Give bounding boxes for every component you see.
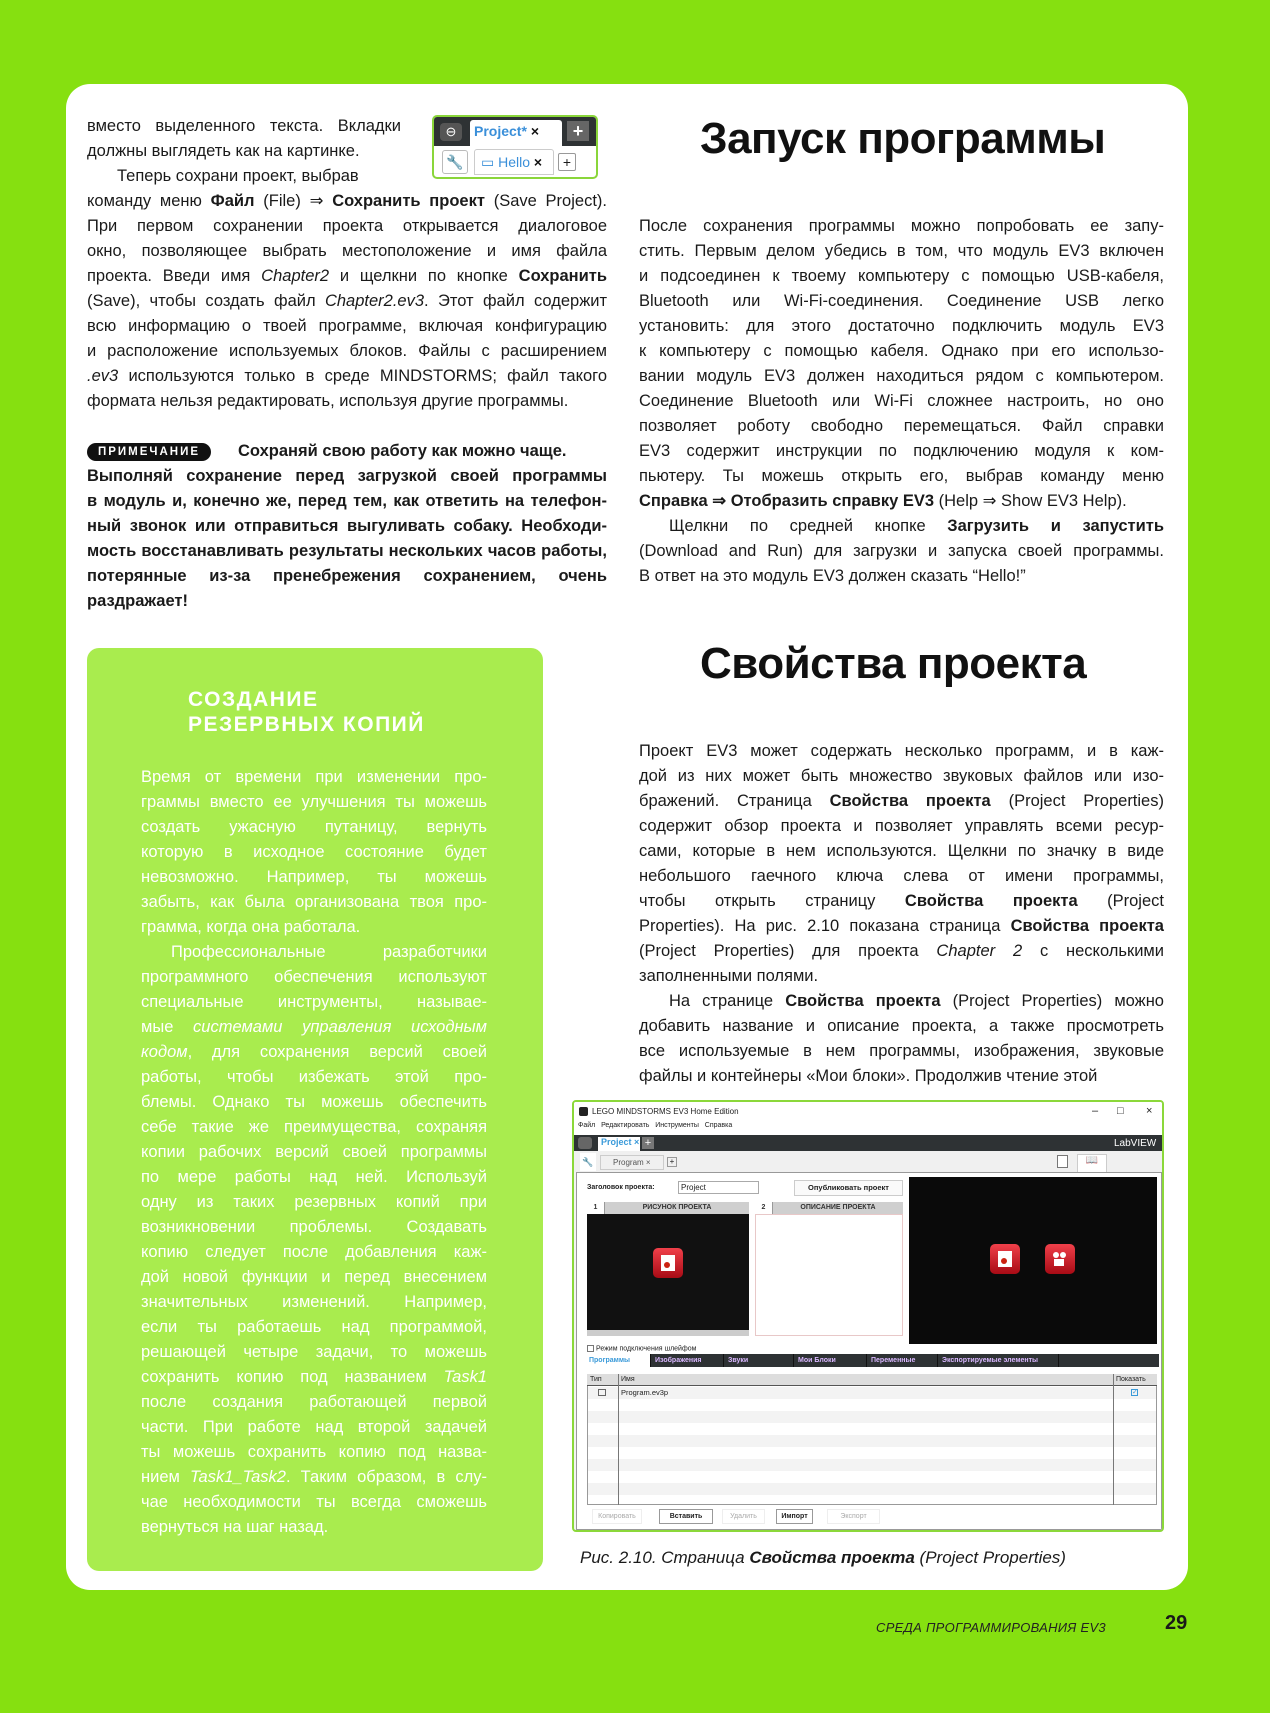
text-segment: вании модуль EV3 должен находиться рядом с компьютером. [639,367,1164,385]
sidebar-heading: СОЗДАНИЕ [188,688,319,711]
add-program-icon: + [558,153,576,171]
text-line [141,815,487,840]
text-line [141,1440,487,1465]
text-segment: Сохранить [518,267,608,285]
text-line [141,1215,487,1240]
text-segment: (Help ⇒ Show EV3 Help). [934,492,1127,510]
text-segment: Bluetooth или Wi-Fi-соединения. Соединение USB легко [639,292,1164,310]
text-segment: В ответ на это модуль EV3 должен сказать “Hello!” [639,567,1026,585]
text-segment: Сохранить проект [332,192,485,210]
tab-5[interactable]: Экспортируемые элементы [938,1354,1059,1367]
text-line [141,1315,487,1340]
text-segment: все используемые в нем программы, изображения, звуковые [639,1042,1164,1060]
text-line [639,439,1164,464]
close-icon: × [530,123,539,139]
text-line [639,289,1164,314]
export-icon[interactable] [1057,1155,1068,1168]
text-segment: возникновении проблемы. Создавать [141,1218,487,1236]
text-segment: (Project Properties) для проекта [639,942,937,960]
text-segment: Файл [210,192,255,210]
section1-text [639,214,1164,589]
text-line [87,214,607,239]
text-line [639,839,1164,864]
text-segment: копию следует после добавления каж- [141,1243,487,1261]
text-line [141,865,487,890]
text-segment: EV3 содержит инструкции по подключению модуля к ком- [639,442,1164,460]
text-segment: Chapter2 [261,267,330,285]
close-button[interactable]: × [1146,1105,1153,1117]
project-title-input[interactable]: Project [678,1181,759,1194]
text-line [87,139,401,164]
text-segment: ный звонок или отправиться выгуливать собаку. Необходи- [87,517,607,535]
text-line [141,1065,487,1090]
running-footer: СРЕДА ПРОГРАММИРОВАНИЯ EV3 [876,1620,1106,1635]
text-segment: Соединение Bluetooth или Wi-Fi сложнее настроить, но оно [639,392,1164,410]
column-header: Показать [1116,1376,1146,1383]
text-segment: программного обеспечения используют [141,968,487,986]
home-icon: ⊖ [440,123,462,141]
publish-project-button[interactable]: Опубликовать проект [794,1180,903,1196]
text-segment: Загрузить и запустить [947,517,1164,535]
sidebar-text [141,765,487,1540]
text-line [639,264,1164,289]
text-line [141,1465,487,1490]
text-line [87,564,607,589]
tab-0[interactable]: Программы [585,1354,651,1367]
text-line [639,414,1164,439]
menu-file[interactable]: Файл [578,1122,596,1129]
text-segment: Свойства проекта [1010,917,1164,935]
text-line [87,589,607,614]
text-segment: (Download and Run) для загрузки и запуска своей программы. [639,542,1164,560]
close-icon: × [533,154,543,170]
maximize-button[interactable]: □ [1117,1105,1124,1117]
text-line [141,1140,487,1165]
text-line [141,1490,487,1515]
text-line [639,364,1164,389]
text-line [141,965,487,990]
labview-logo: LabVIEW [1114,1138,1157,1149]
text-line [87,314,607,339]
text-segment: специальные инструменты, называе- [141,993,487,1011]
text-line [141,1340,487,1365]
text-segment: небольшого гаечного ключа слева от имени программы, [639,867,1164,885]
text-segment: с несколькими [1022,942,1164,960]
text-segment: должны выглядеть как на картинке. [87,142,360,160]
text-segment: Свойства проекта [904,892,1078,910]
text-segment: команду меню [87,192,211,210]
text-line [639,564,1164,589]
text-line [639,464,1164,489]
checkbox[interactable] [587,1345,594,1352]
text-segment: После сохранения программы можно попробовать ее запу- [639,217,1164,235]
text-segment: потерянные из-за пренебрежения сохранением, очень [87,567,607,585]
text-segment: которую в исходное состояние будет [141,843,487,861]
figure-caption: Рис. 2.10. Страница Свойства проекта (Project Properties) [580,1548,1066,1567]
text-line [87,289,607,314]
text-segment: грамма, когда она работала. [141,918,361,936]
book-icon[interactable]: 📖 [1077,1154,1107,1174]
text-segment: забыть, как была организована твоя про- [141,893,487,911]
program-icon: ▭ [481,154,495,170]
text-segment: ты можешь сохранить копию под назва- [141,1443,487,1461]
text-segment: и щелкни по кнопке [329,267,519,285]
text-segment: (Project [1077,892,1164,910]
text-line [141,1090,487,1115]
text-segment: (Save Project). [484,192,607,210]
text-line [87,489,607,514]
menu-help[interactable]: Справка [704,1122,733,1129]
text-segment: . Этот файл содержит [424,292,608,310]
text-line [639,389,1164,414]
text-segment: мость восстанавливать результаты нескольких часов работы, [87,542,607,560]
text-segment: сами, которые в нем используются. Щелкни по значку в виде [639,842,1164,860]
text-segment: значительных изменений. Например, [141,1293,487,1311]
text-segment: одну из таких резервных копий при [141,1193,487,1211]
text-line [639,864,1164,889]
project-properties-screenshot [572,1100,1164,1532]
menu-edit[interactable]: Редактировать [601,1122,650,1129]
image-icon[interactable] [990,1244,1020,1274]
text-segment: Свойства проекта [785,992,941,1010]
text-segment: раздражает! [87,592,188,610]
note-text [87,439,607,614]
text-line [141,890,487,915]
image-icon[interactable] [653,1248,683,1278]
text-line [141,1290,487,1315]
text-segment: дой новой функции и перед внесением [141,1268,487,1286]
text-segment: (Save), чтобы создать файл [87,292,325,310]
text-segment: мые [141,1018,194,1036]
text-segment: (File) ⇒ [254,192,333,210]
text-line [141,940,487,965]
text-line [639,1014,1164,1039]
figure-button[interactable]: Экспорт [827,1509,880,1524]
text-segment: копии рабочих версий своей программы [141,1143,487,1161]
text-segment: Щелкни по средней кнопке [669,517,948,535]
figure-button[interactable]: Копировать [592,1509,642,1524]
show-checkbox[interactable]: ✓ [1132,1389,1138,1396]
text-segment: создать ужасную путаницу, вернуть [141,818,487,836]
text-segment: невозможно. Например, ты можешь [141,868,487,886]
text-line [639,989,1164,1014]
text-segment: нием [141,1468,190,1486]
menu-tools[interactable]: Инструменты [655,1122,699,1129]
text-line [639,914,1164,939]
text-line [639,939,1164,964]
text-segment: заполненными полями. [639,967,819,985]
text-segment: Task1 [443,1368,487,1386]
text-segment: При первом сохранении проекта открывается диалоговое [87,217,607,235]
text-segment: вернуться на шаг назад. [141,1518,329,1536]
text-line [87,389,607,414]
text-segment: Проект EV3 может содержать несколько программ, и в каж- [639,742,1164,760]
text-segment: Chapter2.ev3 [324,292,425,310]
text-segment: после создания работающей первой [141,1393,487,1411]
text-segment: граммы вместо ее улучшения ты можешь [141,793,487,811]
add-program-button[interactable]: + [667,1157,677,1167]
page-number: 29 [1165,1612,1188,1634]
project-description-field[interactable] [755,1214,903,1336]
text-line [87,464,607,489]
section2-text [639,739,1164,1089]
text-segment: файлы и контейнеры «Мои блоки». Продолжив чтение этой [639,1067,1098,1085]
text-segment: Теперь сохрани проект, выбрав [117,167,359,185]
column-header: Тип [590,1376,602,1383]
text-line [141,1265,487,1290]
section-title: Свойства проекта [700,639,1087,688]
tab-2[interactable]: Звуки [724,1354,794,1367]
text-line [141,1415,487,1440]
text-line [639,1039,1164,1064]
section-title: Запуск программы [700,114,1106,163]
text-line [141,1165,487,1190]
figure-button[interactable]: Импорт [776,1509,813,1524]
text-segment: установить: для этого достаточно подключить модуль EV3 [639,317,1164,335]
text-segment: Справка ⇒ Отобразить справку EV3 [639,492,935,510]
text-segment: Выполняй сохранение перед загрузкой своей программы [87,467,607,485]
text-line [141,1515,487,1540]
project-title-label: Заголовок проекта: [587,1184,655,1191]
program-file-icon [598,1389,606,1396]
text-line [87,164,401,189]
text-segment: Сохраняй свою работу как можно чаще. [238,442,567,460]
program-tab[interactable]: Program × [600,1155,664,1170]
text-segment: окно, позволяющее выбрать местоположение и имя файла [87,242,607,260]
tab-1[interactable]: Изображения [651,1354,724,1367]
text-line [639,239,1164,264]
text-segment: бражений. Страница [639,792,830,810]
text-line [639,1064,1164,1089]
text-line [141,840,487,865]
text-segment: проекта. Введи имя [87,267,262,285]
column-header: Имя [621,1376,635,1383]
text-segment: блемы. Однако ты можешь обеспечить [141,1093,487,1111]
text-line [141,1365,487,1390]
text-segment: Время от времени при изменении про- [141,768,487,786]
text-line [141,915,487,940]
text-segment: себе такие же преимущества, сохраняя [141,1118,487,1136]
text-line [639,339,1164,364]
text-segment: вместо выделенного текста. Вкладки [87,117,401,135]
text-segment: .ev3 [87,367,119,385]
figure-button[interactable]: Удалить [722,1509,765,1524]
text-line [639,539,1164,564]
text-line [639,814,1164,839]
text-line [639,764,1164,789]
text-line [639,964,1164,989]
text-line [141,1015,487,1040]
text-line [87,339,607,364]
text-line [87,514,607,539]
text-segment: Task1_Task2 [189,1468,286,1486]
text-segment: в модуль и, конечно же, перед тем, как ответить на телефон- [87,492,607,510]
text-segment: к компьютеру с помощью кабеля. Однако при его использо- [639,342,1164,360]
minimize-button[interactable]: – [1092,1105,1099,1117]
text-line [141,1040,487,1065]
text-segment: системами управления исходным [193,1018,487,1036]
text-segment: по мере работы над ней. Используй [141,1168,487,1186]
sidebar-heading: РЕЗЕРВНЫХ КОПИЙ [188,713,425,736]
text-segment: дой из них может быть множество звуковых файлов или изо- [639,767,1164,785]
text-segment: используются только в среде MINDSTORMS; файл такого [118,367,607,385]
text-segment: пьютеру. Ты можешь открыть его, выбрав команду меню [639,467,1164,485]
text-segment: , для сохранения версий своей [187,1043,487,1061]
text-segment: всю информацию о твоей программе, включая конфигурацию [87,317,607,335]
text-segment: Свойства проекта [829,792,991,810]
text-segment: и подсоединен к твоему компьютеру с помощью USB-кабеля, [639,267,1164,285]
project-tab[interactable]: Project × [598,1137,640,1151]
text-line [141,1240,487,1265]
table-row-name[interactable]: Program.ev3p [621,1388,669,1397]
text-segment: Профессиональные разработчики [171,943,487,961]
text-line [87,364,607,389]
text-segment: (Project Properties) можно [940,992,1164,1010]
text-line [141,1190,487,1215]
home-icon[interactable] [578,1137,592,1149]
text-segment: чтобы открыть страницу [639,892,905,910]
text-segment: . Таким образом, в слу- [285,1468,487,1486]
text-line [639,314,1164,339]
text-line [87,439,607,464]
app-icon [579,1107,588,1116]
media-preview [909,1177,1157,1344]
text-line [639,739,1164,764]
text-segment: позволяет роботу свободно перемещаться. Файл справки [639,417,1164,435]
text-line [141,1115,487,1140]
text-segment: стить. Первым делом убедись в том, что модуль EV3 включен [639,242,1164,260]
text-segment: решающей четыре задачи, то можешь [141,1343,487,1361]
text-line [639,514,1164,539]
add-project-button[interactable]: + [642,1137,654,1149]
text-line [639,789,1164,814]
text-line [87,189,607,214]
window-title: LEGO MINDSTORMS EV3 Home Edition [592,1107,739,1116]
figure-button[interactable]: Вставить [659,1509,713,1524]
tab-3[interactable]: Мои Блоки [794,1354,867,1367]
daisy-chain-checkbox[interactable] [587,1345,696,1352]
tab-4[interactable]: Переменные [867,1354,938,1367]
text-segment: кодом [141,1043,188,1061]
panel-header: 1 РИСУНОК ПРОЕКТА [587,1202,749,1214]
add-tab-icon: + [567,121,589,141]
note-badge: ПРИМЕЧАНИЕ [87,443,211,461]
text-segment: Properties). На рис. 2.10 показана страница [639,917,1011,935]
text-segment: (Project Properties) [990,792,1164,810]
text-line [141,765,487,790]
program-tab-label: Hello [498,154,531,170]
text-line [639,489,1164,514]
text-line [141,1390,487,1415]
panel-header: 2 ОПИСАНИЕ ПРОЕКТА [755,1202,903,1214]
text-line [141,990,487,1015]
text-line [87,264,607,289]
text-segment: чае необходимости ты всегда сможешь [141,1493,487,1511]
text-segment: сохранить копию под названием [141,1368,444,1386]
text-segment: формата нельзя редактировать, используя другие программы. [87,392,569,410]
project-tab-label: Project* [474,123,527,139]
text-line [87,539,607,564]
text-line [87,114,401,139]
text-segment: работы, чтобы избежать этой про- [141,1068,487,1086]
text-segment: и расположение используемых блоков. Файлы с расширением [87,342,607,360]
text-line [141,790,487,815]
text-segment: На странице [669,992,786,1010]
text-line [639,214,1164,239]
wrench-icon: 🔧 [442,150,468,174]
left-body-text [87,114,607,414]
text-segment: содержит обзор проекта и позволяет управлять всеми ресур- [639,817,1164,835]
wrench-icon[interactable]: 🔧 [580,1153,596,1171]
text-segment: Chapter 2 [936,942,1023,960]
text-segment: добавить название и описание проекта, а также просмотреть [639,1017,1164,1035]
text-line [639,889,1164,914]
video-icon[interactable] [1045,1244,1075,1274]
text-segment: части. При работе над второй задачей [141,1418,487,1436]
text-line [87,239,607,264]
checkbox-label: Режим подключения шлейфом [595,1345,697,1353]
text-segment: если ты работаешь над программой, [141,1318,487,1336]
items-table [587,1374,1157,1505]
